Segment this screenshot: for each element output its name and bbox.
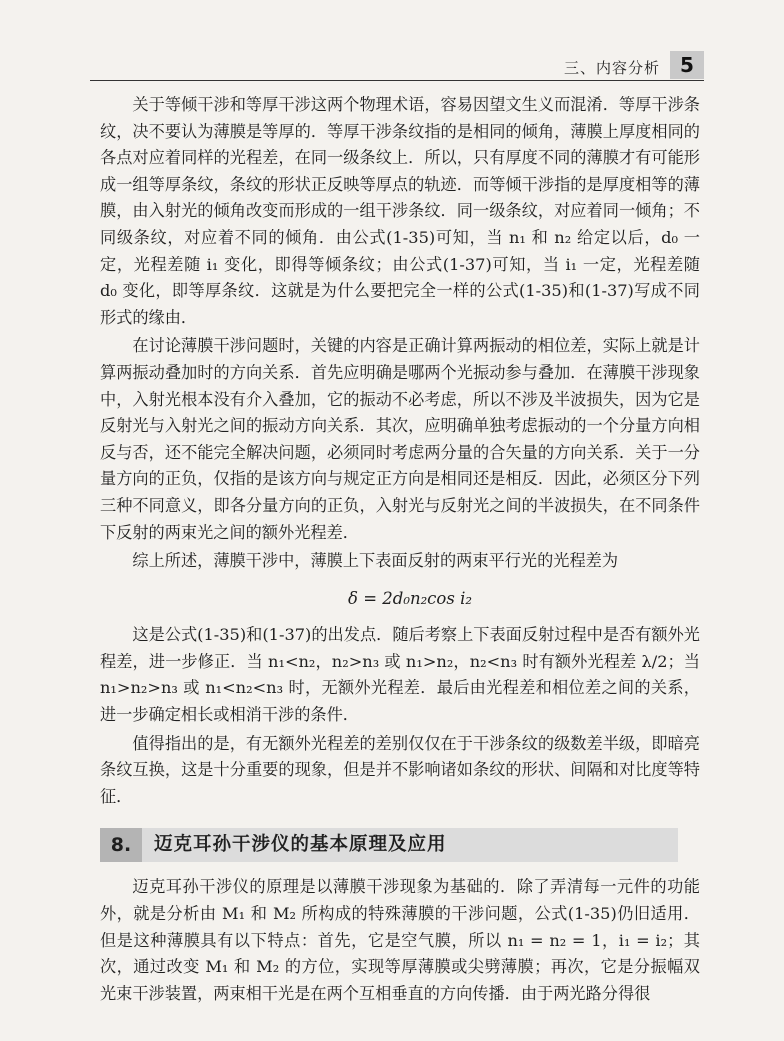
section-heading <box>100 828 678 862</box>
paragraph-3: 综上所述，薄膜干涉中，薄膜上下表面反射的两束平行光的光程差为 <box>132 551 619 571</box>
optical-path-formula: δ = 2d₀n₂cos i₂ <box>348 588 472 608</box>
page-number: 5 <box>670 51 704 79</box>
page-body <box>100 92 700 1007</box>
section-number: 8. <box>100 828 142 862</box>
paragraph-5: 值得指出的是，有无额外光程差的差别仅仅在于干涉条纹的级数差半级，即暗亮条纹互换，这是十分重要的现象，但是并不影响诸如条纹的形状、间隔和对比度等特征． <box>100 733 700 806</box>
section-paragraph: 迈克耳孙干涉仪的原理是以薄膜干涉现象为基础的．除了弄清每一元件的功能外，就是分析由 M₁ 和 M₂ 所构成的特殊薄膜的干涉问题，公式(1-35)仍旧适用．但是这种薄膜具有以下特点：首先，它是空气膜，所以 n₁ = n₂ = 1，i₁ = i₂；其次，通过改变 M₁ 和 M₂ 的方位，实现等厚薄膜或尖劈薄膜；再次，它是分振幅双光束干涉装置，两束相干光是在两个互相垂直的方向传播．由于两光路分得很 <box>100 877 700 1003</box>
section-title: 迈克耳孙干涉仪的基本原理及应用 <box>154 834 447 856</box>
page-header <box>90 50 704 81</box>
paragraph-1: 关于等倾干涉和等厚干涉这两个物理术语，容易因望文生义而混淆．等厚干涉条纹，决不要认为薄膜是等厚的．等厚干涉条纹指的是相同的倾角，薄膜上厚度相同的各点对应着同样的光程差，在同一级条纹上．所以，只有厚度不同的薄膜才有可能形成一组等厚条纹，条纹的形状正反映等厚点的轨迹．而等倾干涉指的是厚度相等的薄膜，由入射光的倾角改变而形成的一组干涉条纹．同一级条纹，对应着同一倾角；不同级条纹，对应着不同的倾角．由公式(1-35)可知，当 n₁ 和 n₂ 给定以后，d₀ 一定，光程差随 i₁ 变化，即得等倾条纹；由公式(1-37)可知，当 i₁ 一定，光程差随 d₀ 变化，即等厚条纹．这就是为什么要把完全一样的公式(1-35)和(1-37)写成不同形式的缘由． <box>100 95 700 327</box>
paragraph-4: 这是公式(1-35)和(1-37)的出发点．随后考察上下表面反射过程中是否有额外光程差，进一步修正．当 n₁<n₂，n₂>n₃ 或 n₁>n₂，n₂<n₃ 时有额外光程差 λ/2；当 n₁>n₂>n₃ 或 n₁<n₂<n₃ 时，无额外光程差．最后由光程差和相位差之间的关系，进一步确定相长或相消干涉的条件． <box>100 625 700 725</box>
chapter-title: 三、内容分析 <box>563 59 660 77</box>
paragraph-2: 在讨论薄膜干涉问题时，关键的内容是正确计算两振动的相位差，实际上就是计算两振动叠加时的方向关系．首先应明确是哪两个光振动参与叠加．在薄膜干涉现象中，入射光根本没有介入叠加，它的振动不必考虑，所以不涉及半波损失，因为它是反射光与入射光之间的振动方向关系．其次，应明确单独考虑振动的一个分量方向相反与否，还不能完全解决问题，必须同时考虑两分量的合矢量的方向关系．关于一分量方向的正负，仅指的是该方向与规定正方向是相同还是相反．因此，必须区分下列三种不同意义，即各分量方向的正负，入射光与反射光之间的半波损失，在不同条件下反射的两束光之间的额外光程差． <box>100 336 700 542</box>
